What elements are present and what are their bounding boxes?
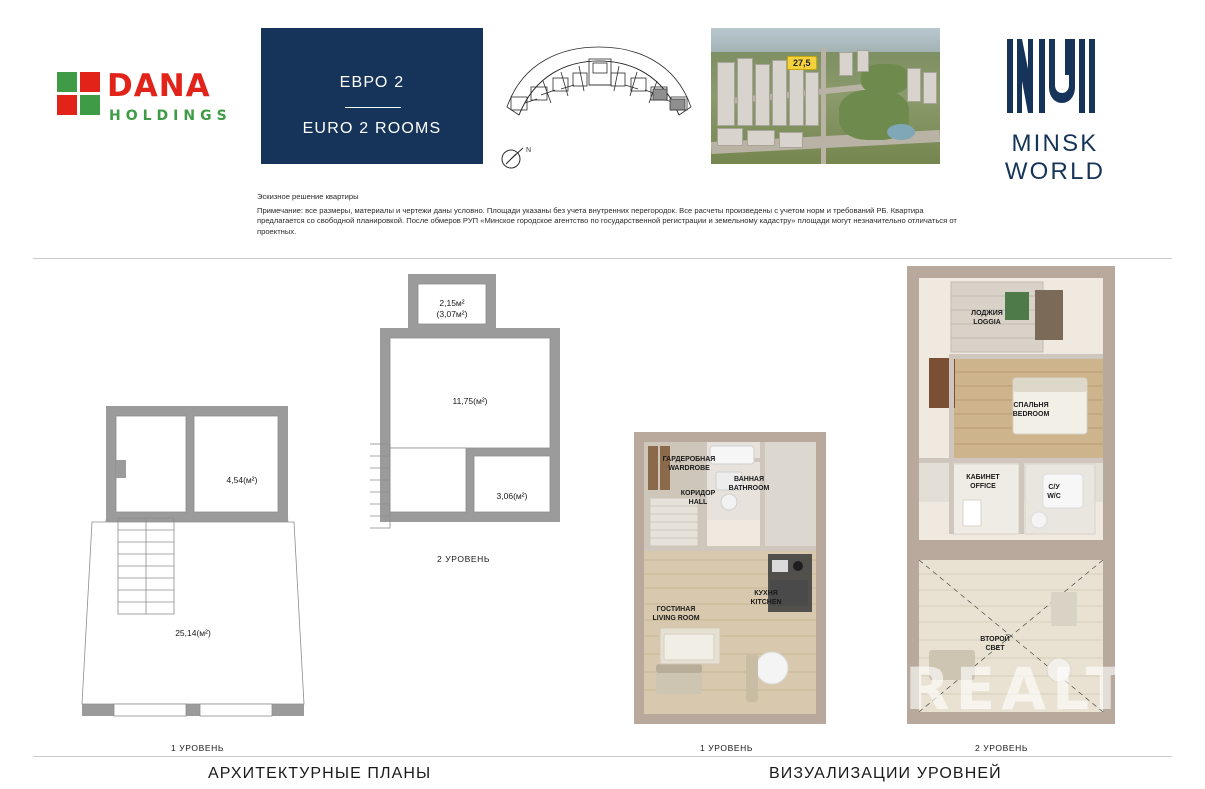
area-label-room-main-l2: 11,75(м²) [452,396,488,406]
compass-icon [500,145,546,171]
area-label-room-small-l1: 4,54(м²) [226,475,258,485]
label-hall-ru: КОРИДОР [680,490,716,497]
render-level-2-caption: 2 УРОВЕНЬ [975,743,1029,753]
label-office-en: OFFICE [970,482,996,490]
render-label-loggia [959,310,1015,327]
apartment-type-ru: ЕВРО 2 [339,74,405,91]
dana-squares-icon [57,72,101,116]
title-divider [345,107,401,108]
label-bathroom-ru: ВАННАЯ [734,476,764,483]
apartment-type-en: EURO 2 ROOMS [302,120,442,137]
minsk-world-logo [957,35,1153,185]
render-label-double-height [965,636,1025,653]
aerial-photo [711,28,940,164]
label-kitchen-en: KITCHEN [750,598,782,606]
header [0,0,1205,185]
plan-level-1-caption: 1 УРОВЕНЬ [171,743,225,753]
label-wc-ru: С/У [1048,484,1060,491]
plans-section-caption: АРХИТЕКТУРНЫЕ ПЛАНЫ [208,765,432,782]
area-label-room-small-l2: 3,06(м²) [496,491,528,501]
label-bathroom-en: BATHROOM [728,484,770,492]
balcony-area-line1: 2,15м² [439,298,465,308]
label-wardrobe-ru: ГАРДЕРОБНАЯ [662,456,716,463]
render-level-2 [893,262,1133,728]
render-label-living-room [640,606,712,623]
plan-level-2-caption: 2 УРОВЕНЬ [437,554,491,564]
plan-level-1 [78,400,310,730]
label-loggia-en: LOGGIA [973,318,1001,326]
divider-top [33,258,1172,259]
label-living-en: LIVING ROOM [652,614,700,622]
label-office-ru: КАБИНЕТ [966,474,1000,481]
note-title: Эскизное решение квартиры [257,192,359,201]
render-label-hall [668,490,728,507]
render-label-bathroom [720,476,778,493]
minsk-world-mark-icon [1005,35,1105,117]
label-bedroom-ru: СПАЛЬНЯ [1013,402,1049,409]
render-label-bedroom [1001,402,1061,419]
disclaimer-note [257,192,957,237]
render-level-1 [620,428,840,728]
render-label-office [955,474,1011,491]
divider-bottom [33,756,1172,757]
render-label-wardrobe [652,456,726,473]
render-label-wc [1027,484,1081,501]
label-kitchen-ru: КУХНЯ [754,590,778,597]
renders-section-caption: ВИЗУАЛИЗАЦИИ УРОВНЕЙ [769,765,1002,782]
label-loggia-ru: ЛОДЖИЯ [971,310,1003,317]
label-wc-en: W/C [1047,492,1061,500]
label-void-en: СВЕТ [985,644,1005,652]
dana-subtitle: HOLDINGS [109,108,232,124]
label-wardrobe-en: WARDROBE [668,464,710,472]
area-label-room-main-l1: 25,14(м²) [175,628,211,638]
note-body: Примечание: все размеры, материалы и чертежи даны условно. Площади указаны без учета внутренних перегородок. Все расчеты произведены с учетом норм и требований РБ. Квартира предлагается со свободной планировкой. После обмеров РУП «Минское городское агентство по государственной регистрации и земельному кадастру» площади могут незначительно отличаться от проектных. [257,205,957,236]
render-label-kitchen [738,590,794,607]
dana-wordmark: DANA [107,68,211,104]
aerial-building-tag: 27,5 [787,56,817,70]
label-void-ru: ВТОРОЙ [980,636,1010,643]
minsk-world-name: MINSK WORLD [1004,130,1106,185]
floor-key-plan [503,45,695,145]
render-level-1-caption: 1 УРОВЕНЬ [700,743,754,753]
area-label-balcony-l2 [402,298,502,320]
dana-holdings-logo [57,68,247,130]
realt-watermark: REALT [905,655,1132,723]
label-hall-en: HALL [688,498,708,506]
label-living-ru: ГОСТИНАЯ [656,606,696,613]
balcony-area-line2: (3,07м²) [436,309,468,319]
compass-north-label: N [526,147,532,154]
plan-level-2 [370,272,570,542]
apartment-type-box [261,28,483,164]
label-bedroom-en: BEDROOM [1012,410,1050,418]
